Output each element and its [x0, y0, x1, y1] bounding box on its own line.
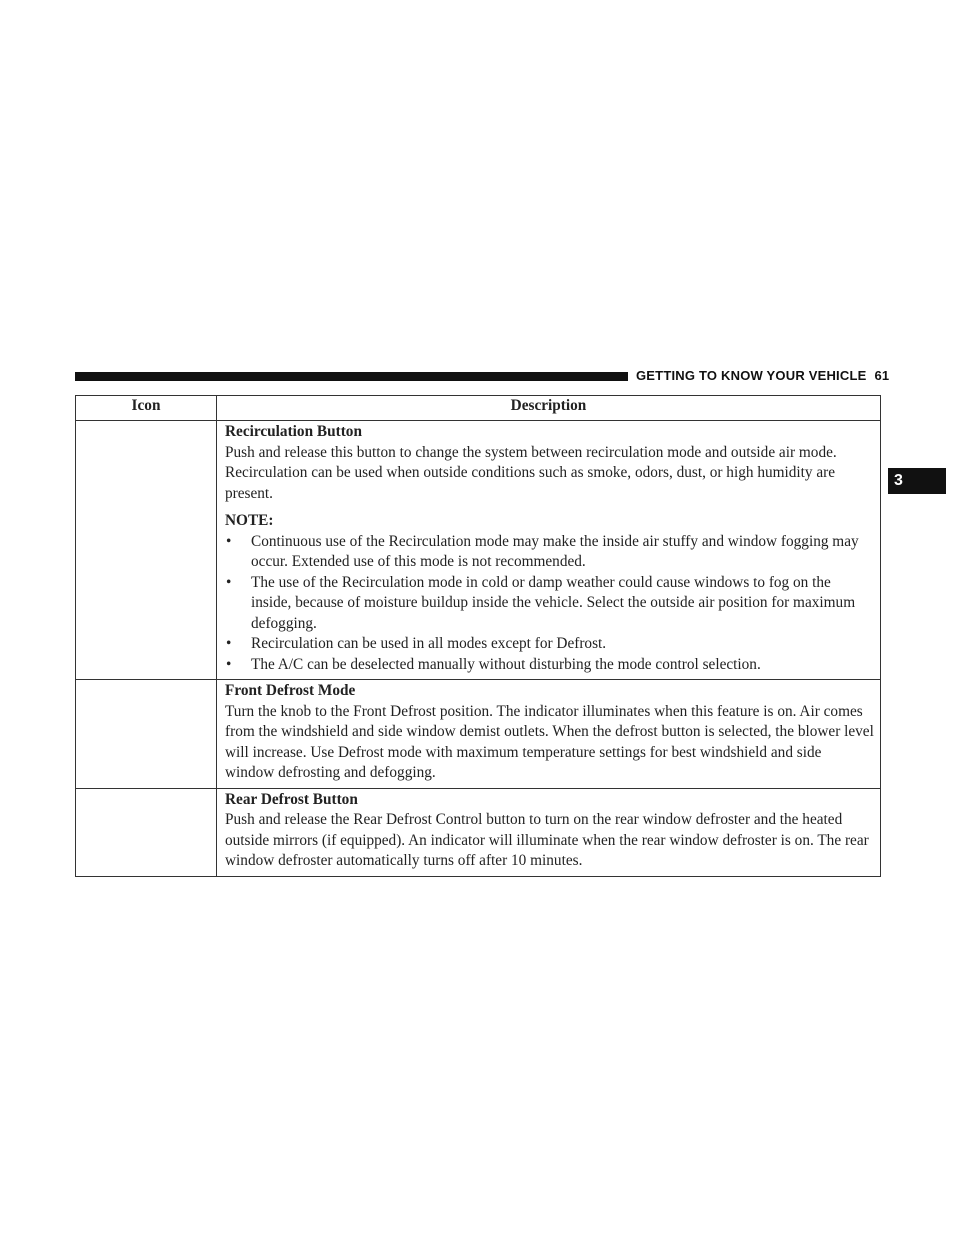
table-row-rear-defrost	[76, 788, 881, 876]
row-body: Turn the knob to the Front Defrost position. The indicator illuminates when this feature is on. Air comes from the windshield and side window demist outlets. When the defrost button is selected, the blower level will increase. Use Defrost mode with maximum temperature settings for best windshield and side window defrosting and defogging.	[225, 702, 874, 781]
climate-controls-table	[75, 395, 881, 877]
column-header-description: Description	[217, 396, 881, 421]
note-item: • The A/C can be deselected manually without disturbing the mode control selection.	[225, 655, 874, 676]
icon-cell	[76, 680, 217, 789]
note-label: NOTE:	[225, 512, 274, 529]
table-header-row	[76, 396, 881, 421]
table-row-recirculation	[76, 421, 881, 680]
description-cell	[217, 788, 881, 876]
note-item: • The use of the Recirculation mode in cold or damp weather could cause windows to fog on the inside, because of moisture buildup inside the vehicle. Select the outside air position for maximum defogging.	[225, 573, 874, 635]
note-list	[225, 532, 874, 676]
description-cell	[217, 421, 881, 680]
note-item: • Continuous use of the Recirculation mode may make the inside air stuffy and window fogging may occur. Extended use of this mode is not recommended.	[225, 532, 874, 573]
column-header-icon: Icon	[76, 396, 217, 421]
page-number: 61	[874, 368, 890, 383]
description-cell	[217, 680, 881, 789]
icon-cell	[76, 788, 217, 876]
row-title: Front Defrost Mode	[225, 682, 356, 699]
note-item: • Recirculation can be used in all modes except for Defrost.	[225, 634, 874, 655]
row-title: Recirculation Button	[225, 423, 362, 440]
header-rule	[75, 372, 628, 381]
row-body: Push and release this button to change the system between recirculation mode and outside air mode. Recirculation can be used when outside conditions such as smoke, odors, dust, or high humidity are present.	[225, 443, 837, 502]
row-title: Rear Defrost Button	[225, 790, 358, 808]
section-title: GETTING TO KNOW YOUR VEHICLE	[636, 368, 867, 383]
table-row-front-defrost	[76, 680, 881, 789]
chapter-tab: 3	[888, 468, 946, 494]
page-header	[636, 368, 889, 383]
row-body: Push and release the Rear Defrost Control button to turn on the rear window defroster and the heated outside mirrors (if equipped). An indicator will illuminate when the rear window defroster is on. The rear window defroster automatically turns off after 10 minutes.	[225, 811, 869, 869]
icon-cell	[76, 421, 217, 680]
